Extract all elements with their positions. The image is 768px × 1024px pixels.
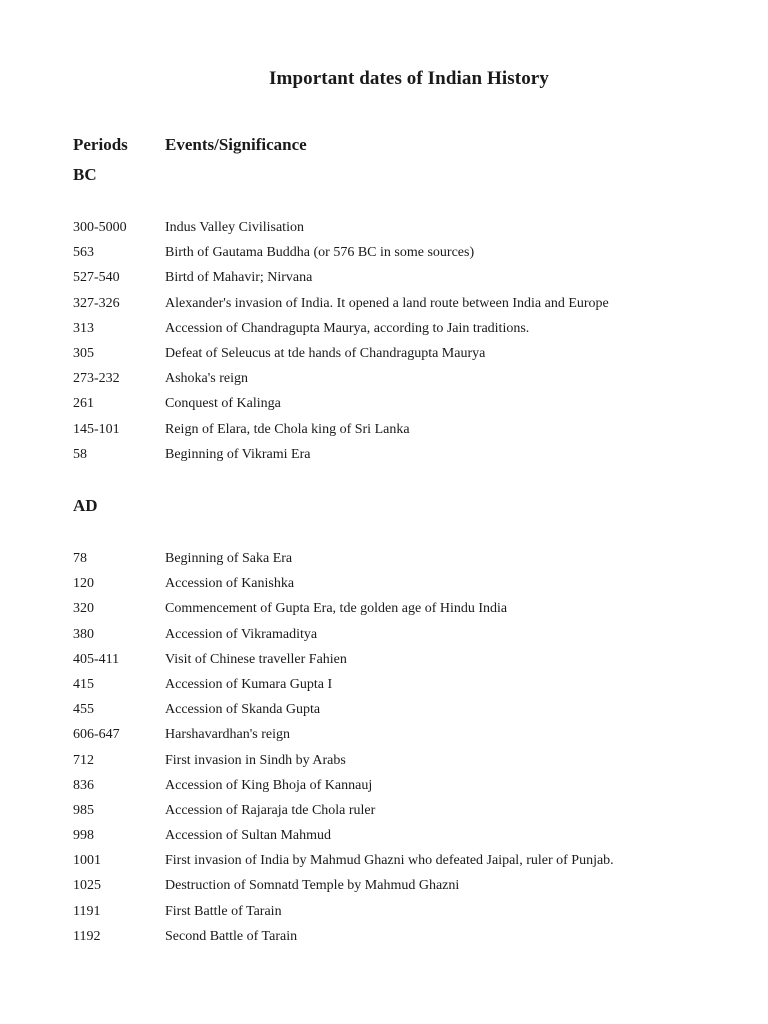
timeline-row	[0, 420, 768, 445]
event-cell: Accession of Sultan Mahmud	[165, 828, 332, 844]
timeline-row	[0, 599, 768, 624]
timeline-row	[0, 549, 768, 574]
period-cell: 78	[73, 551, 87, 566]
period-cell: 58	[73, 446, 87, 462]
bc-section-heading: BC	[73, 165, 97, 184]
event-cell: Beginning of Saka Era	[165, 551, 293, 566]
timeline-row	[0, 801, 768, 826]
period-cell: 320	[73, 601, 94, 617]
event-cell: Second Battle of Tarain	[165, 928, 298, 944]
period-cell: 1025	[73, 878, 101, 894]
ad-section-heading: AD	[73, 496, 98, 515]
timeline-row	[0, 776, 768, 801]
timeline-row	[0, 675, 768, 700]
event-cell: Alexander's invasion of India. It opened a land route between India and Europe	[165, 295, 609, 311]
period-cell: 606-647	[73, 727, 120, 743]
period-cell: 985	[73, 802, 94, 818]
timeline-row	[0, 243, 768, 268]
event-cell: Commencement of Gupta Era, tde golden age of Hindu India	[165, 601, 508, 617]
period-cell: 836	[73, 777, 94, 793]
timeline-row	[0, 218, 768, 243]
bc-timeline-list	[0, 218, 768, 470]
timeline-row	[0, 700, 768, 725]
timeline-row	[0, 394, 768, 419]
period-cell: 313	[73, 320, 94, 336]
event-cell: Conquest of Kalinga	[165, 396, 281, 412]
events-column-header: Events/Significance	[165, 135, 307, 154]
event-cell: Birth of Gautama Buddha (or 576 BC in some sources)	[165, 245, 475, 261]
periods-column-header: Periods	[73, 135, 128, 154]
timeline-row	[0, 902, 768, 927]
period-cell: 415	[73, 676, 94, 692]
period-cell: 273-232	[73, 371, 120, 387]
period-cell: 563	[73, 245, 94, 261]
timeline-row	[0, 344, 768, 369]
timeline-row	[0, 625, 768, 650]
timeline-row	[0, 876, 768, 901]
event-cell: Accession of Rajaraja tde Chola ruler	[165, 802, 376, 818]
event-cell: Accession of Kanishka	[165, 576, 295, 592]
period-cell: 327-326	[73, 295, 120, 311]
period-cell: 527-540	[73, 270, 120, 286]
timeline-row	[0, 927, 768, 952]
timeline-row	[0, 650, 768, 675]
event-cell: Visit of Chinese traveller Fahien	[165, 651, 347, 667]
timeline-row	[0, 369, 768, 394]
period-cell: 145-101	[73, 421, 120, 437]
event-cell: First invasion in Sindh by Arabs	[165, 752, 346, 768]
timeline-row	[0, 725, 768, 750]
event-cell: Reign of Elara, tde Chola king of Sri Lanka	[165, 421, 410, 437]
period-cell: 1192	[73, 928, 101, 944]
period-cell: 1191	[73, 903, 101, 919]
event-cell: First Battle of Tarain	[165, 903, 282, 919]
event-cell: Birtd of Mahavir; Nirvana	[165, 270, 313, 286]
event-cell: Accession of Chandragupta Maurya, according to Jain traditions.	[165, 320, 530, 336]
event-cell: Accession of Kumara Gupta I	[165, 676, 333, 692]
event-cell: Ashoka's reign	[165, 371, 249, 387]
event-cell: Harshavardhan's reign	[165, 727, 290, 743]
timeline-row	[0, 751, 768, 776]
event-cell: Indus Valley Civilisation	[165, 220, 304, 235]
period-cell: 998	[73, 828, 94, 844]
timeline-row	[0, 851, 768, 876]
period-cell: 305	[73, 345, 94, 361]
period-cell: 1001	[73, 853, 101, 869]
timeline-row	[0, 445, 768, 470]
timeline-row	[0, 294, 768, 319]
event-cell: Accession of Vikramaditya	[165, 626, 318, 642]
period-cell: 405-411	[73, 651, 120, 667]
period-cell: 120	[73, 576, 94, 592]
timeline-row	[0, 826, 768, 851]
timeline-row	[0, 574, 768, 599]
period-cell: 300-5000	[73, 220, 127, 235]
event-cell: Beginning of Vikrami Era	[165, 446, 311, 462]
timeline-row	[0, 319, 768, 344]
event-cell: Accession of King Bhoja of Kannauj	[165, 777, 373, 793]
event-cell: Defeat of Seleucus at tde hands of Chandragupta Maurya	[165, 345, 486, 361]
page-title: Important dates of Indian History	[269, 68, 549, 89]
period-cell: 712	[73, 752, 94, 768]
event-cell: Accession of Skanda Gupta	[165, 702, 321, 718]
event-cell: Destruction of Somnatd Temple by Mahmud Ghazni	[165, 878, 460, 894]
event-cell: First invasion of India by Mahmud Ghazni who defeated Jaipal, ruler of Punjab.	[165, 853, 614, 869]
ad-timeline-list	[0, 549, 768, 952]
timeline-row	[0, 268, 768, 293]
period-cell: 455	[73, 702, 94, 718]
period-cell: 380	[73, 626, 94, 642]
period-cell: 261	[73, 396, 94, 412]
